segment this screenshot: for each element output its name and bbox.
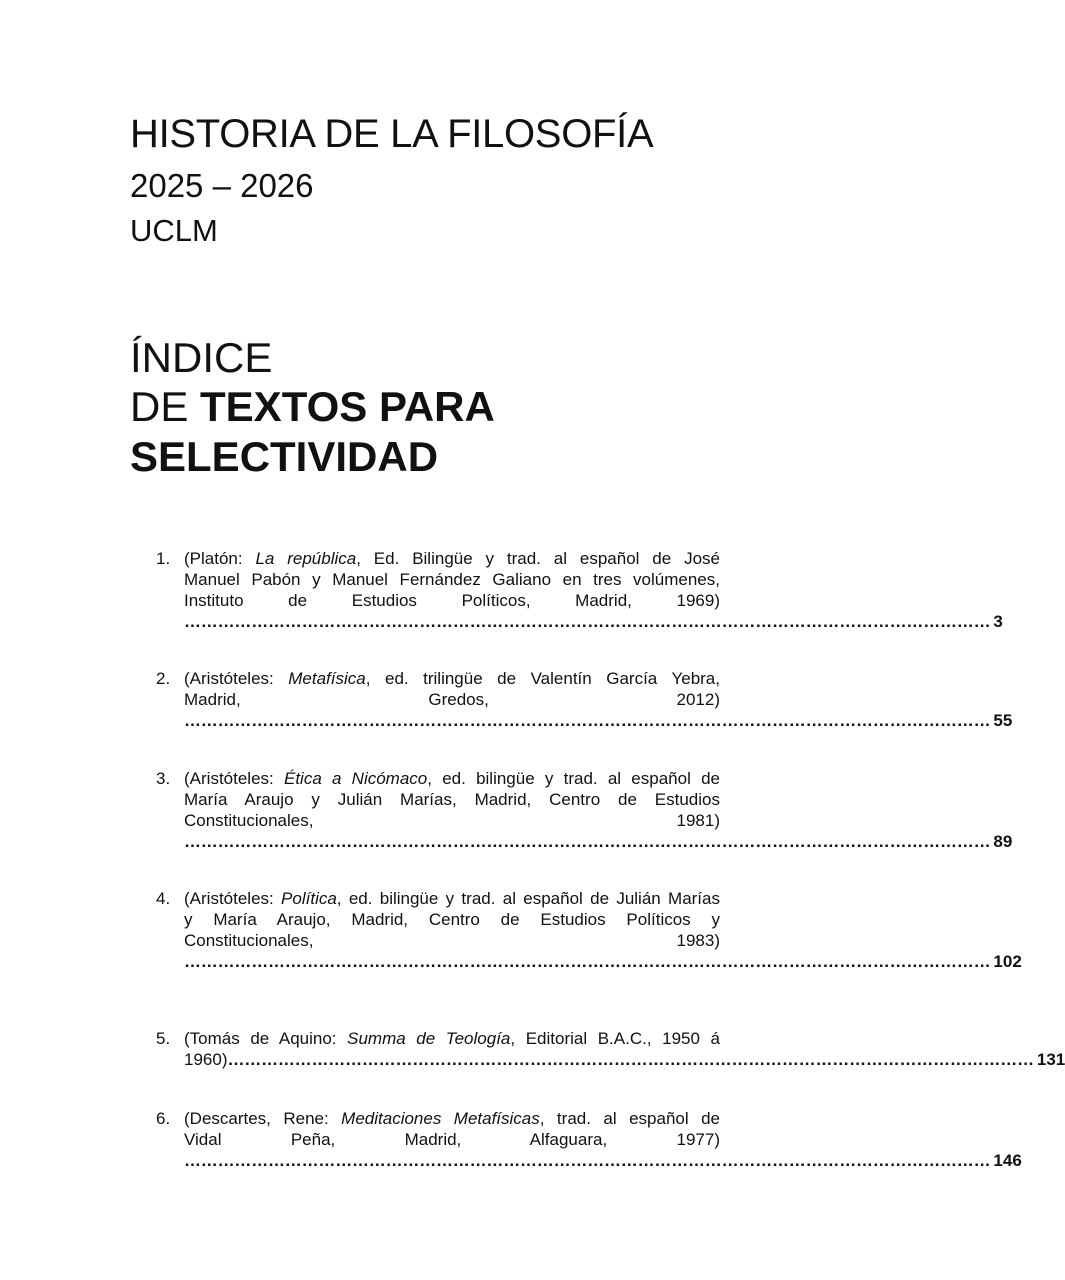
leader-line bbox=[184, 611, 1003, 632]
leader-line bbox=[184, 710, 1013, 731]
index-subheading bbox=[130, 383, 495, 430]
entry-line bbox=[184, 888, 720, 909]
text-segment: (Tomás de Aquino: bbox=[184, 1029, 348, 1048]
text-segment: , ed. bilingüe y trad. al español de Julián Marías bbox=[336, 889, 720, 908]
entry-text bbox=[184, 668, 1013, 731]
entry-line bbox=[184, 668, 720, 689]
leader-line bbox=[184, 831, 1013, 852]
text-segment: , Ed. Bilingüe y trad. al español de José bbox=[356, 549, 720, 568]
text-segment: (Descartes, Rene: bbox=[184, 1109, 342, 1128]
dot-leader: ……………………………………………………………………………………………………………………………… bbox=[184, 1151, 991, 1170]
index-entry[interactable] bbox=[150, 768, 1013, 852]
text-segment: Vidal Peña, Madrid, Alfaguara, 1977) bbox=[184, 1130, 720, 1149]
course-title: HISTORIA DE LA FILOSOFÍA bbox=[130, 112, 654, 156]
entry-text bbox=[184, 1108, 1022, 1171]
index-subheading-bold: TEXTOS PARA bbox=[200, 383, 495, 430]
index-subheading-2 bbox=[130, 433, 439, 480]
index-entry[interactable] bbox=[150, 1108, 1022, 1171]
entry-line bbox=[184, 768, 720, 789]
dot-leader: ……………………………………………………………………………………………………………………………… bbox=[184, 832, 991, 851]
text-segment: , ed. bilingüe y trad. al español de bbox=[427, 769, 720, 788]
work-title: Meditaciones Metafísicas bbox=[341, 1109, 540, 1128]
page-number[interactable]: 102 bbox=[993, 952, 1022, 971]
entry-line bbox=[184, 1028, 720, 1049]
academic-year: 2025 – 2026 bbox=[130, 167, 314, 204]
work-title: Summa de Teología bbox=[347, 1029, 511, 1048]
entry-number: 3. bbox=[156, 769, 171, 788]
entry-text bbox=[184, 768, 1013, 852]
entry-line bbox=[184, 909, 720, 930]
entry-line bbox=[184, 1049, 1065, 1070]
entry-text bbox=[184, 1028, 1065, 1070]
work-title: Política bbox=[281, 889, 337, 908]
entry-number: 6. bbox=[156, 1109, 171, 1128]
entry-line bbox=[184, 1108, 720, 1129]
entry-line bbox=[184, 1129, 720, 1150]
entry-number: 5. bbox=[156, 1029, 171, 1048]
entry-number: 1. bbox=[156, 549, 171, 568]
entry-text bbox=[184, 548, 1003, 632]
leader-line bbox=[184, 1150, 1022, 1171]
index-entry[interactable] bbox=[150, 888, 1022, 972]
work-title: Metafísica bbox=[288, 669, 366, 688]
text-segment: (Platón: bbox=[184, 549, 256, 568]
text-segment: Constitucionales, 1983) bbox=[184, 931, 720, 950]
entry-number: 4. bbox=[156, 889, 171, 908]
text-segment: , ed. trilingüe de Valentín García Yebra, bbox=[365, 669, 720, 688]
text-segment: y María Araujo, Madrid, Centro de Estudios Políticos y bbox=[184, 910, 720, 929]
dot-leader: ……………………………………………………………………………………………………………………………… bbox=[184, 711, 991, 730]
text-segment: Constitucionales, 1981) bbox=[184, 811, 720, 830]
dot-leader: ……………………………………………………………………………………………………………………………… bbox=[227, 1050, 1034, 1069]
university: UCLM bbox=[130, 213, 218, 248]
work-title: Ética a Nicómaco bbox=[283, 769, 428, 788]
leader-line bbox=[184, 951, 1022, 972]
text-segment: (Aristóteles: bbox=[184, 769, 284, 788]
entry-line-text bbox=[184, 1049, 227, 1070]
text-segment: (Aristóteles: bbox=[184, 889, 282, 908]
index-entry[interactable] bbox=[150, 668, 1013, 731]
entry-line bbox=[184, 548, 720, 569]
text-segment: Manuel Pabón y Manuel Fernández Galiano en tres volúmenes, bbox=[184, 570, 720, 589]
work-title: La república bbox=[255, 549, 357, 568]
index-subheading-bold-2: SELECTIVIDAD bbox=[130, 433, 439, 480]
entry-line bbox=[184, 569, 720, 590]
index-subheading-plain: DE bbox=[130, 383, 201, 430]
text-segment: , Editorial B.A.C., 1950 á bbox=[510, 1029, 721, 1048]
text-segment: (Aristóteles: bbox=[184, 669, 289, 688]
page-number[interactable]: 55 bbox=[993, 711, 1013, 730]
page-number[interactable]: 131 bbox=[1036, 1050, 1065, 1069]
text-segment: Instituto de Estudios Políticos, Madrid, 1969) bbox=[184, 591, 720, 610]
entry-text bbox=[184, 888, 1022, 972]
dot-leader: ……………………………………………………………………………………………………………………………… bbox=[184, 952, 991, 971]
dot-leader: ……………………………………………………………………………………………………………………………… bbox=[184, 612, 991, 631]
text-segment: , trad. al español de bbox=[539, 1109, 720, 1128]
entry-line bbox=[184, 930, 720, 951]
entry-line bbox=[184, 789, 720, 810]
index-entry[interactable] bbox=[150, 1028, 1065, 1070]
entry-number: 2. bbox=[156, 669, 171, 688]
entry-line bbox=[184, 590, 720, 611]
entry-line bbox=[184, 689, 720, 710]
page-number[interactable]: 89 bbox=[993, 832, 1013, 851]
text-segment: 1960) bbox=[184, 1050, 228, 1069]
entry-line bbox=[184, 810, 720, 831]
index-heading: ÍNDICE bbox=[130, 334, 273, 381]
index-entry[interactable] bbox=[150, 548, 1003, 632]
text-segment: María Araujo y Julián Marías, Madrid, Centro de Estudios bbox=[184, 790, 720, 809]
page-number[interactable]: 146 bbox=[993, 1151, 1022, 1170]
page-number[interactable]: 3 bbox=[993, 612, 1003, 631]
text-segment: Madrid, Gredos, 2012) bbox=[184, 690, 720, 709]
